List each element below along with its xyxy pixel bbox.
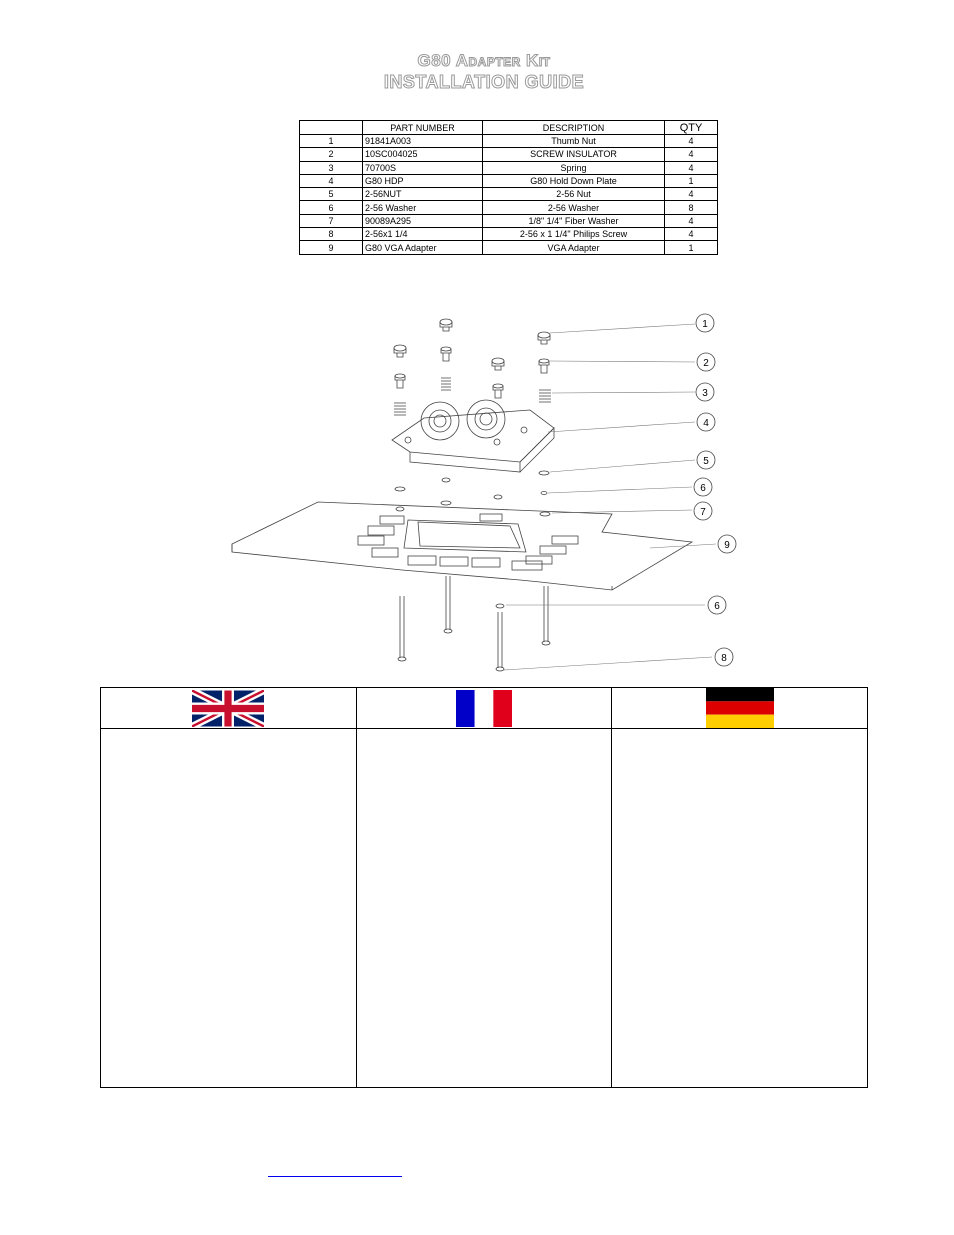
cell-description: SCREW INSULATOR [483,148,665,161]
callout-9 [718,535,736,553]
german-instructions-cell [612,729,868,1088]
cell-part-number: 2-56 Washer [363,201,483,214]
cell-item: 6 [300,201,363,214]
cell-part-number: 2-56NUT [363,188,483,201]
callout-1 [696,314,714,332]
cell-item: 3 [300,161,363,174]
screw-insulator-part [395,347,549,398]
cell-description: 2-56 Washer [483,201,665,214]
french-column-header [356,688,612,729]
exploded-assembly-diagram [0,300,954,680]
cell-qty: 4 [665,135,718,148]
callout-7 [694,502,712,520]
header-part-number: PART NUMBER [363,121,483,135]
title-line-2: INSTALLATION GUIDE [383,72,585,92]
table-row [300,214,718,227]
thumb-nut-part [394,319,550,370]
svg-text:2: 2 [703,358,709,369]
table-row [300,174,718,187]
table-row [300,135,718,148]
cell-part-number: 70700S [363,161,483,174]
title-line-1: G80 Adapter Kit [417,51,551,70]
cell-description: 2-56 x 1 1/4" Philips Screw [483,228,665,241]
france-flag [456,690,512,727]
english-instructions-cell [101,729,357,1088]
table-row [300,228,718,241]
cell-qty: 1 [665,241,718,254]
callout-8 [715,648,733,666]
cell-part-number: 91841A003 [363,135,483,148]
callout-2 [697,353,715,371]
svg-text:4: 4 [703,418,709,429]
cell-qty: 8 [665,201,718,214]
callout-5 [697,451,715,469]
united-kingdom-flag [192,690,264,727]
svg-text:6: 6 [714,601,720,612]
callout-numbers [694,314,736,666]
footer-hyperlink[interactable] [268,1160,402,1177]
table-row [300,188,718,201]
cell-qty: 4 [665,161,718,174]
nut-washer-parts [395,471,550,608]
cell-item: 8 [300,228,363,241]
header-description: DESCRIPTION [483,121,665,135]
svg-text:7: 7 [700,507,706,518]
cell-qty: 4 [665,214,718,227]
cell-qty: 4 [665,148,718,161]
cell-qty: 4 [665,228,718,241]
spring-part [394,378,551,415]
callout-leaders [504,324,716,670]
svg-text:8: 8 [721,653,727,664]
callout-6-lower [708,596,726,614]
germany-flag [706,688,774,728]
table-row [300,148,718,161]
cell-part-number: G80 VGA Adapter [363,241,483,254]
cell-qty: 1 [665,174,718,187]
svg-text:5: 5 [703,456,709,467]
table-row [300,241,718,254]
cell-description: 1/8" 1/4" Fiber Washer [483,214,665,227]
cell-item: 2 [300,148,363,161]
cell-part-number: 90089A295 [363,214,483,227]
cell-item: 1 [300,135,363,148]
svg-text:6: 6 [700,483,706,494]
header-qty: QTY [665,121,718,135]
callout-4 [697,413,715,431]
french-instructions-cell [356,729,612,1088]
cell-description: G80 Hold Down Plate [483,174,665,187]
cell-description: Thumb Nut [483,135,665,148]
hold-down-plate-part [392,400,554,472]
language-flag-row [101,688,868,729]
cell-item: 4 [300,174,363,187]
svg-text:3: 3 [702,388,708,399]
german-column-header [612,688,868,729]
table-row [300,201,718,214]
callout-3 [696,383,714,401]
cell-part-number: 2-56x1 1/4 [363,228,483,241]
callout-6 [694,478,712,496]
table-row [300,161,718,174]
parts-table-header [300,121,718,135]
cell-description: Spring [483,161,665,174]
vga-adapter-board-part [232,502,692,590]
header-item [300,121,363,135]
english-column-header [101,688,357,729]
cell-item: 5 [300,188,363,201]
svg-text:1: 1 [702,319,708,330]
svg-text:9: 9 [724,540,730,551]
cell-item: 9 [300,241,363,254]
cell-item: 7 [300,214,363,227]
cell-description: VGA Adapter [483,241,665,254]
parts-table [299,120,718,255]
language-content-row [101,729,868,1088]
document-title [0,52,954,91]
language-instructions-table [100,687,868,1088]
cell-part-number: 10SC004025 [363,148,483,161]
philips-screw-part [398,576,550,671]
cell-part-number: G80 HDP [363,174,483,187]
cell-description: 2-56 Nut [483,188,665,201]
cell-qty: 4 [665,188,718,201]
